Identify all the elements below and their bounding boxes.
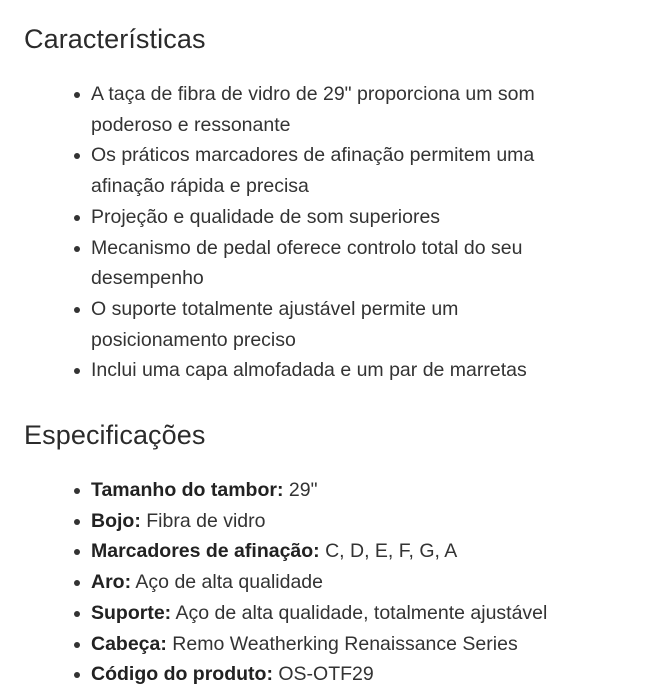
spec-label: Código do produto: xyxy=(91,663,273,686)
spec-label: Suporte: xyxy=(91,601,172,624)
spec-item xyxy=(72,506,632,537)
feature-item: Mecanismo de pedal oferece controlo total do seu desempenho xyxy=(72,233,591,294)
spec-label: Tamanho do tambor: xyxy=(91,479,284,501)
spec-value: Aço de alta qualidade, totalmente ajustável xyxy=(175,601,548,624)
spec-label: Bojo: xyxy=(91,509,141,532)
spec-value: C, D, E, F, G, A xyxy=(325,540,458,563)
features-heading: Características xyxy=(24,24,206,54)
spec-item xyxy=(72,567,632,598)
spec-label: Aro: xyxy=(91,571,132,594)
specs-heading: Especificações xyxy=(24,420,206,450)
spec-label: Marcadores de afinação: xyxy=(91,540,320,563)
spec-value: Aço de alta qualidade xyxy=(135,571,323,594)
spec-value: OS-OTF29 xyxy=(278,663,374,686)
spec-value: Remo Weatherking Renaissance Series xyxy=(172,632,518,655)
feature-item: Os práticos marcadores de afinação permitem uma afinação rápida e precisa xyxy=(72,140,601,201)
spec-item xyxy=(72,629,632,660)
spec-item xyxy=(72,598,632,629)
feature-item: A taça de fibra de vidro de 29" proporciona um som poderoso e ressonante xyxy=(72,79,561,140)
feature-item: O suporte totalmente ajustável permite um posicionamento preciso xyxy=(72,294,521,355)
features-list xyxy=(72,79,632,386)
spec-label: Cabeça: xyxy=(91,632,167,655)
specs-list xyxy=(72,475,632,690)
feature-item: Projeção e qualidade de som superiores xyxy=(72,202,632,233)
spec-value: Fibra de vidro xyxy=(146,509,266,532)
spec-item xyxy=(72,659,632,690)
spec-item xyxy=(72,536,632,567)
feature-item: Inclui uma capa almofadada e um par de marretas xyxy=(72,355,632,386)
spec-item xyxy=(72,475,632,506)
spec-value: 29" xyxy=(288,479,318,501)
